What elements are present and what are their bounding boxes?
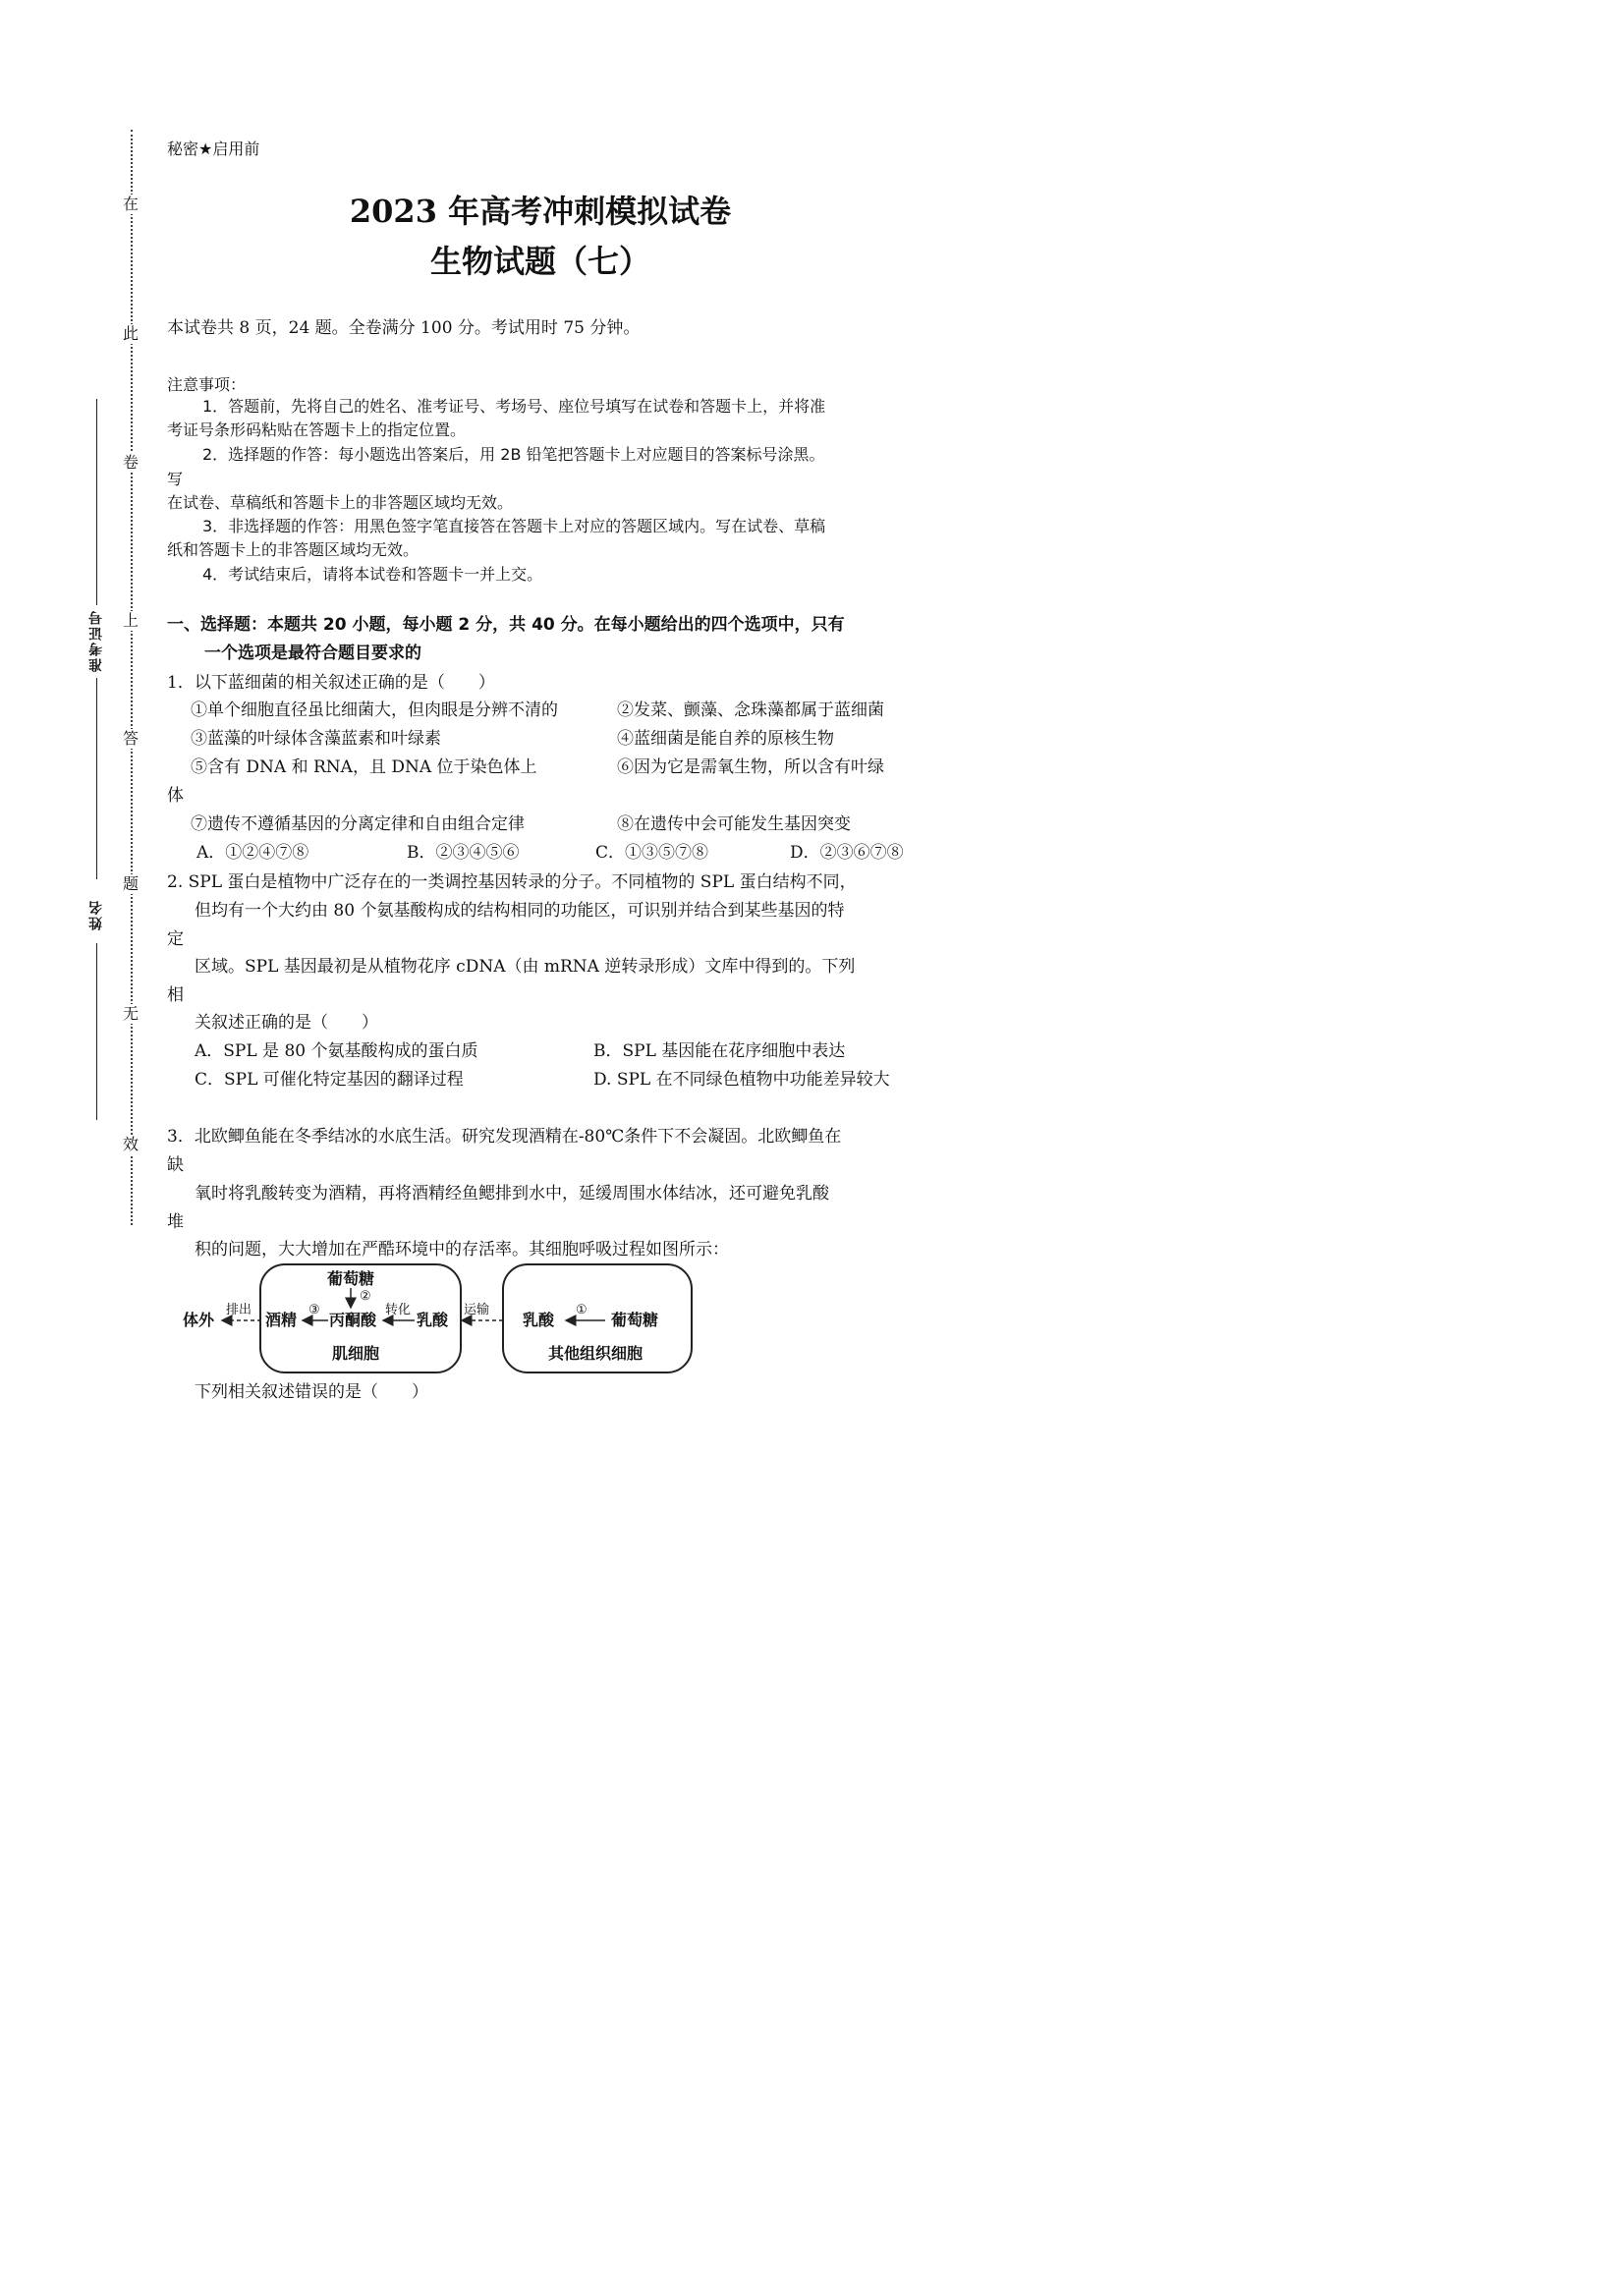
notice-line: 写: [167, 470, 184, 488]
q3-line: 积的问题，大大增加在严酷环境中的存活率。其细胞呼吸过程如图所示：: [195, 1240, 729, 1260]
q1-option-d: D．②③⑥⑦⑧: [790, 843, 904, 863]
alcohol-label: 酒精: [265, 1311, 298, 1329]
other-cell-label: 其他组织细胞: [548, 1344, 644, 1363]
q1-option-a: A．①②④⑦⑧: [196, 843, 309, 863]
muscle-cell-label: 肌细胞: [332, 1344, 380, 1363]
convert-label: 转化: [385, 1303, 412, 1317]
exam-subtitle: 生物试题（七）: [429, 243, 650, 280]
exam-page: [0, 0, 1081, 1529]
notice-line: 2．选择题的作答：每小题选出答案后，用 2B 铅笔把答题卡上对应题目的答案标号涂黑。: [202, 445, 825, 464]
q1-option-c: C．①③⑤⑦⑧: [595, 843, 709, 863]
notice-line: 考证号条形码粘贴在答题卡上的指定位置。: [167, 420, 467, 439]
q3-line: 堆: [167, 1212, 184, 1232]
margin-char: 答: [120, 729, 141, 749]
q1-item: ②发菜、颤藻、念珠藻都属于蓝细菌: [617, 700, 884, 720]
excrete-label: 排出: [226, 1303, 252, 1317]
q1-item: ③蓝藻的叶绿体含藻蓝素和叶绿素: [191, 729, 441, 749]
name-label: 姓名: [88, 899, 104, 930]
transport-label: 运输: [464, 1303, 490, 1317]
q2-line: 但均有一个大约由 80 个氨基酸构成的结构相同的功能区，可识别并结合到某些基因的特: [195, 901, 845, 921]
lactate-muscle-label: 乳酸: [417, 1311, 449, 1329]
margin-char: 卷: [120, 453, 141, 473]
glucose-top-label: 葡萄糖: [327, 1269, 375, 1288]
q2-line: 2. SPL 蛋白是植物中广泛存在的一类调控基因转录的分子。不同植物的 SPL 蛋白结构不同，: [167, 872, 857, 892]
notice-line: 1．答题前，先将自己的姓名、准考证号、考场号、座位号填写在试卷和答题卡上，并将准: [202, 397, 826, 416]
q1-item: ①单个细胞直径虽比细菌大，但肉眼是分辨不清的: [191, 700, 558, 720]
q2-line: 区域。SPL 基因最初是从植物花序 cDNA（由 mRNA 逆转录形成）文库中得到的。下列: [195, 957, 856, 977]
margin-char: 题: [120, 874, 141, 894]
q2-option-b: B．SPL 基因能在花序细胞中表达: [593, 1041, 846, 1061]
q1-item: ⑤含有 DNA 和 RNA，且 DNA 位于染色体上: [191, 757, 537, 777]
glucose-other-label: 葡萄糖: [611, 1311, 659, 1329]
q2-option-c: C．SPL 可催化特定基因的翻译过程: [195, 1070, 464, 1090]
respiration-diagram: [177, 1260, 707, 1377]
notice-heading: 注意事项：: [167, 375, 247, 394]
step1-label: ①: [576, 1303, 588, 1317]
margin-char: 无: [120, 1004, 141, 1024]
q1-item: ⑥因为它是需氧生物，所以含有叶绿: [617, 757, 884, 777]
q3-line: 氧时将乳酸转变为酒精，再将酒精经鱼鳃排到水中，延缓周围水体结冰，还可避免乳酸: [195, 1184, 829, 1204]
margin-char: 此: [120, 324, 141, 344]
secret-label: 秘密★启用前: [167, 140, 260, 158]
q1-item-wrap: 体: [167, 786, 184, 806]
notice-line: 纸和答题卡上的非答题区域均无效。: [167, 540, 420, 559]
margin-char: 效: [120, 1135, 141, 1154]
candidate-no-label: 准考证号: [88, 609, 104, 672]
q2-option-d: D. SPL 在不同绿色植物中功能差异较大: [593, 1070, 890, 1090]
q2-option-a: A．SPL 是 80 个氨基酸构成的蛋白质: [195, 1041, 478, 1061]
notice-line: 4．考试结束后，请将本试卷和答题卡一并上交。: [202, 565, 543, 584]
margin-char: 上: [120, 611, 141, 631]
q1-option-b: B．②③④⑤⑥: [407, 843, 520, 863]
q1-stem: 1．以下蓝细菌的相关叙述正确的是（ ）: [167, 673, 495, 693]
notice-line: 在试卷、草稿纸和答题卡上的非答题区域均无效。: [167, 493, 514, 512]
notice-line: 3．非选择题的作答：用黑色签字笔直接答在答题卡上对应的答题区域内。写在试卷、草稿: [202, 517, 826, 535]
q2-line: 相: [167, 985, 184, 1005]
step2-label: ②: [360, 1289, 371, 1304]
q2-line: 关叙述正确的是（ ）: [195, 1013, 378, 1033]
exam-intro: 本试卷共 8 页，24 题。全卷满分 100 分。考试用时 75 分钟。: [167, 318, 641, 338]
q1-item: ⑧在遗传中会可能发生基因突变: [617, 814, 851, 834]
exam-title: 2023 年高考冲刺模拟试卷: [349, 193, 732, 230]
step3-label: ③: [308, 1303, 320, 1317]
section-heading-cont: 一个选项是最符合题目要求的: [204, 644, 421, 663]
candidate-no-line: [96, 399, 97, 605]
q3-question: 下列相关叙述错误的是（ ）: [195, 1382, 428, 1402]
q1-item: ④蓝细菌是能自养的原核生物: [617, 729, 834, 749]
q3-line: 3．北欧鲫鱼能在冬季结冰的水底生活。研究发现酒精在-80℃条件下不会凝固。北欧鲫鱼在: [167, 1127, 842, 1147]
q3-line: 缺: [167, 1155, 184, 1175]
outside-label: 体外: [183, 1311, 215, 1329]
q2-line: 定: [167, 929, 184, 949]
margin-char: 在: [120, 195, 141, 214]
lactate-other-label: 乳酸: [523, 1311, 555, 1329]
q1-item: ⑦遗传不遵循基因的分离定律和自由组合定律: [191, 814, 525, 834]
pyruvate-label: 丙酮酸: [329, 1311, 377, 1329]
section-heading: 一、选择题：本题共 20 小题，每小题 2 分，共 40 分。在每小题给出的四个选项中，只有: [167, 615, 845, 635]
